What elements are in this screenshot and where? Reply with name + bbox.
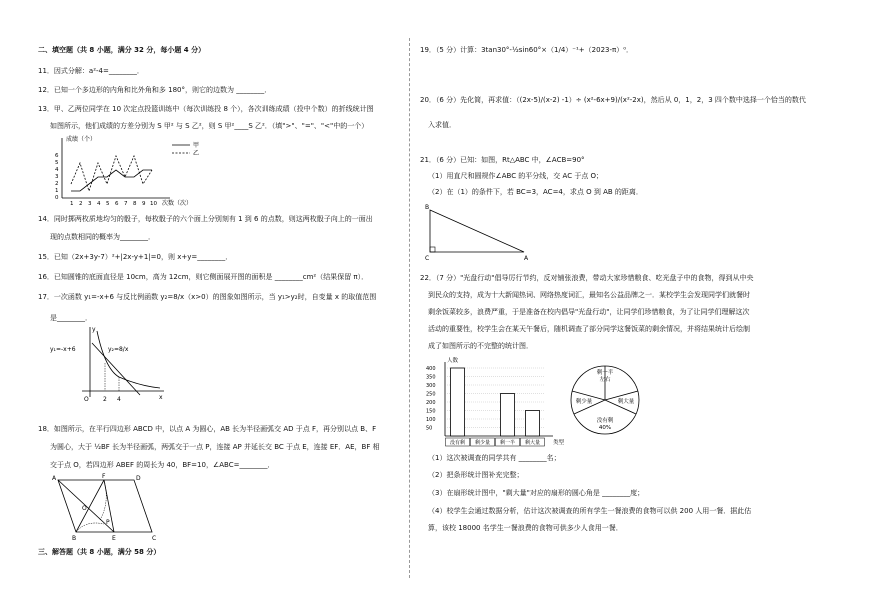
- figure-13-line-chart: [50, 133, 240, 208]
- fig13-xlabel: 次数（次）: [162, 200, 193, 207]
- question-15: 15．已知（2x+3y-7）²+|2x-y+1|=0，则 x+y=________．: [38, 253, 233, 261]
- bar-剩一半: [501, 394, 515, 437]
- fig17-tick-4: 4: [117, 396, 121, 403]
- bar-ylabel: 人数: [447, 358, 459, 364]
- pie-label-little: 剩少量: [575, 399, 593, 405]
- fig13-legend-jia: 甲: [193, 142, 200, 149]
- svg-text:9: 9: [142, 201, 146, 207]
- svg-text:4: 4: [97, 201, 101, 207]
- fig21-label-C: C: [425, 255, 430, 262]
- fig18-label-F: F: [102, 473, 106, 480]
- fig17-tick-2: 2: [103, 396, 107, 403]
- fig21-label-B: B: [425, 204, 430, 211]
- question-22-line3: 剩余饭菜较多，浪费严重，于是准备在校内倡导"光盘行动"，让同学们珍惜粮食，为了让同学们理解这次: [428, 308, 750, 316]
- svg-text:1: 1: [70, 201, 74, 207]
- question-14-line1: 14．同时掷两枚质地均匀的骰子，每枚骰子的六个面上分别刻有 1 到 6 的点数，则这两枚骰子向上的一面出: [38, 215, 373, 223]
- svg-text:4: 4: [55, 167, 59, 173]
- question-13-line1: 13．甲、乙两位同学在 10 次定点投篮训练中（每次训练投 8 个），各次训练成绩（投中个数）的折线统计图: [38, 105, 374, 113]
- bar-ytick-150: 150: [426, 408, 436, 415]
- question-22-line1: 22．（7 分）"光盘行动"倡导厉行节约，反对铺张浪费，带动大家珍惜粮食、吃光盘子中的食物，得到从中央: [420, 274, 754, 282]
- question-21-part1: （1）用直尺和圆规作∠ABC 的平分线，交 AC 于点 O；: [428, 172, 604, 180]
- pie-label-half: 剩一半: [596, 370, 614, 376]
- fig17-curve-y2: [97, 331, 160, 388]
- svg-text:2: 2: [55, 181, 59, 187]
- question-18-line1: 18．如图所示，在平行四边形 ABCD 中，以点 A 为圆心，AB 长为半径画弧交 AD 于点 F，再分别以点 B、F: [38, 425, 377, 433]
- question-20-line2: 入求值．: [428, 121, 456, 129]
- fig13-ylabel: 成绩（个）: [66, 136, 97, 143]
- pie-label-about: 左右: [599, 377, 611, 383]
- question-21: 21．（6 分）已知：如图，Rt△ABC 中，∠ACB=90°: [420, 156, 585, 164]
- question-22-part4-line2: 算，该校 18000 名学生一餐浪费的食物可供多少人食用一餐．: [428, 524, 623, 532]
- question-20-line1: 20．（6 分）先化简，再求值：（(2x-5)/(x-2) -1）÷ (x²-6x+9)/(x²-2x)，然后从 0，1，2，3 四个数中选择一个恰当的数代: [420, 96, 806, 104]
- question-22-line5: 成了如图所示的不完整的统计图．: [428, 342, 533, 350]
- bar-ytick-400: 400: [426, 366, 436, 372]
- bar-ytick-200: 200: [426, 400, 436, 406]
- bar-没有剩: [451, 368, 465, 436]
- section-3-heading: 三、解答题（共 8 小题，满分 58 分）: [38, 548, 161, 556]
- bar-xlabel: 类型: [553, 440, 565, 446]
- bar-ytick-350: 350: [426, 374, 436, 381]
- column-divider: [409, 38, 410, 578]
- svg-text:2: 2: [79, 201, 83, 207]
- fig18-label-D: D: [136, 475, 141, 482]
- fig18-label-E: E: [112, 535, 116, 542]
- question-17-line2: 是________．: [50, 314, 92, 322]
- question-14-line2: 现的点数相同的概率为________．: [50, 233, 155, 241]
- fig17-origin: O: [84, 396, 89, 403]
- fig18-label-P: P: [106, 519, 110, 526]
- bar-ytick-250: 250: [426, 391, 436, 398]
- fig17-y2-label: y₂=8/x: [108, 346, 129, 353]
- question-22-line2: 到民众的支持，成为十大新闻热词、网络热度词汇，最知名公益品牌之一．某校学生会发现同学们就餐时: [428, 291, 750, 299]
- fig17-y1-label: y₁=-x+6: [50, 346, 76, 353]
- fig18-label-C: C: [152, 535, 157, 542]
- question-22-part3: （3）在扇形统计图中，"剩大量"对应的扇形的圆心角是 ________度；: [428, 489, 645, 497]
- figure-18-parallelogram: [50, 472, 170, 542]
- svg-text:6: 6: [55, 153, 59, 159]
- question-22-part4-line1: （4）校学生会通过数据分析，估计这次被调查的所有学生一餐浪费的食物可以供 200 人用一餐．据此估: [428, 507, 752, 515]
- question-11: 11．因式分解：a²-4=________．: [38, 67, 144, 75]
- fig18-label-O: O: [82, 505, 87, 512]
- figure-22-bar-chart: [425, 356, 565, 448]
- question-17-line1: 17．一次函数 y₁=-x+6 与反比例函数 y₂=8/x（x>0）的图象如图所示，当 y₁>y₂时，自变量 x 的取值范围: [38, 293, 377, 301]
- figure-22-pie-chart: [560, 358, 650, 442]
- svg-text:3: 3: [55, 174, 59, 180]
- svg-text:6: 6: [115, 201, 119, 207]
- question-13-line2: 如图所示，他们成绩的方差分别为 S 甲² 与 S 乙²，则 S 甲²____S 乙²．（填">"、"="、"<"中的一个）: [50, 122, 369, 130]
- bar-剩大量: [526, 411, 540, 437]
- question-21-part2: （2）在（1）的条件下，若 BC=3，AC=4，求点 O 到 AB 的距离．: [428, 188, 643, 196]
- svg-text:10: 10: [150, 201, 157, 207]
- figure-17-function-graph: [50, 323, 170, 405]
- question-18-line2: 为圆心，大于 ½BF 长为半径画弧，两弧交于一点 P，连接 AP 并延长交 BC 于点 E，连接 EF．AE，BF 相: [50, 443, 380, 451]
- question-18-line3: 交于点 O，若四边形 ABEF 的周长为 40，BF=10，∠ABC=________．: [50, 461, 275, 469]
- fig18-label-B: B: [72, 535, 77, 542]
- question-19: 19．（5 分）计算：3tan30°-½sin60°×（1/4）⁻¹+（2023-π）⁰．: [420, 46, 634, 54]
- fig17-x-label: x: [159, 394, 163, 401]
- bar-ytick-50: 50: [426, 425, 433, 432]
- svg-text:5: 5: [55, 160, 59, 166]
- figure-21-right-triangle: [420, 200, 540, 262]
- svg-text:5: 5: [106, 201, 110, 207]
- svg-text:7: 7: [124, 201, 128, 207]
- bar-category-label-没有剩: 没有剩: [449, 440, 466, 446]
- svg-text:0: 0: [55, 195, 59, 201]
- fig21-label-A: A: [524, 255, 529, 262]
- section-2-heading: 二、填空题（共 8 小题，满分 32 分，每小题 4 分）: [38, 46, 206, 54]
- bar-category-label-剩大量: 剩大量: [524, 440, 541, 446]
- pie-label-lots: 剩大量: [617, 399, 635, 405]
- pie-label-percent: 40%: [598, 425, 612, 431]
- question-16: 16．已知圆锥的底面直径是 10cm，高为 12cm，则它侧面展开图的面积是 ________cm²（结果保留 π）．: [38, 273, 369, 281]
- question-12: 12．已知一个多边形的内角和比外角和多 180°，则它的边数为 ________．: [38, 86, 272, 94]
- pie-label-none: 没有剩: [596, 418, 614, 424]
- svg-text:3: 3: [88, 201, 92, 207]
- svg-text:8: 8: [133, 201, 137, 207]
- question-22-line4: 活动的重要性，校学生会在某天午餐后，随机调查了部分同学这餐饭菜的剩余情况，并将结果统计后绘制: [428, 325, 750, 333]
- fig18-label-A: A: [52, 475, 57, 482]
- question-22-part1: （1）这次被调查的同学共有 ________名；: [428, 454, 561, 462]
- bar-ytick-100: 100: [426, 417, 436, 423]
- svg-text:1: 1: [55, 188, 59, 194]
- question-22-part2: （2）把条形统计图补充完整；: [428, 471, 524, 479]
- bar-category-label-剩一半: 剩一半: [499, 440, 516, 446]
- bar-category-label-剩少量: 剩少量: [474, 440, 491, 446]
- bar-ytick-300: 300: [426, 383, 436, 389]
- fig13-legend-yi: 乙: [193, 150, 200, 157]
- fig17-y-label: y: [92, 326, 96, 333]
